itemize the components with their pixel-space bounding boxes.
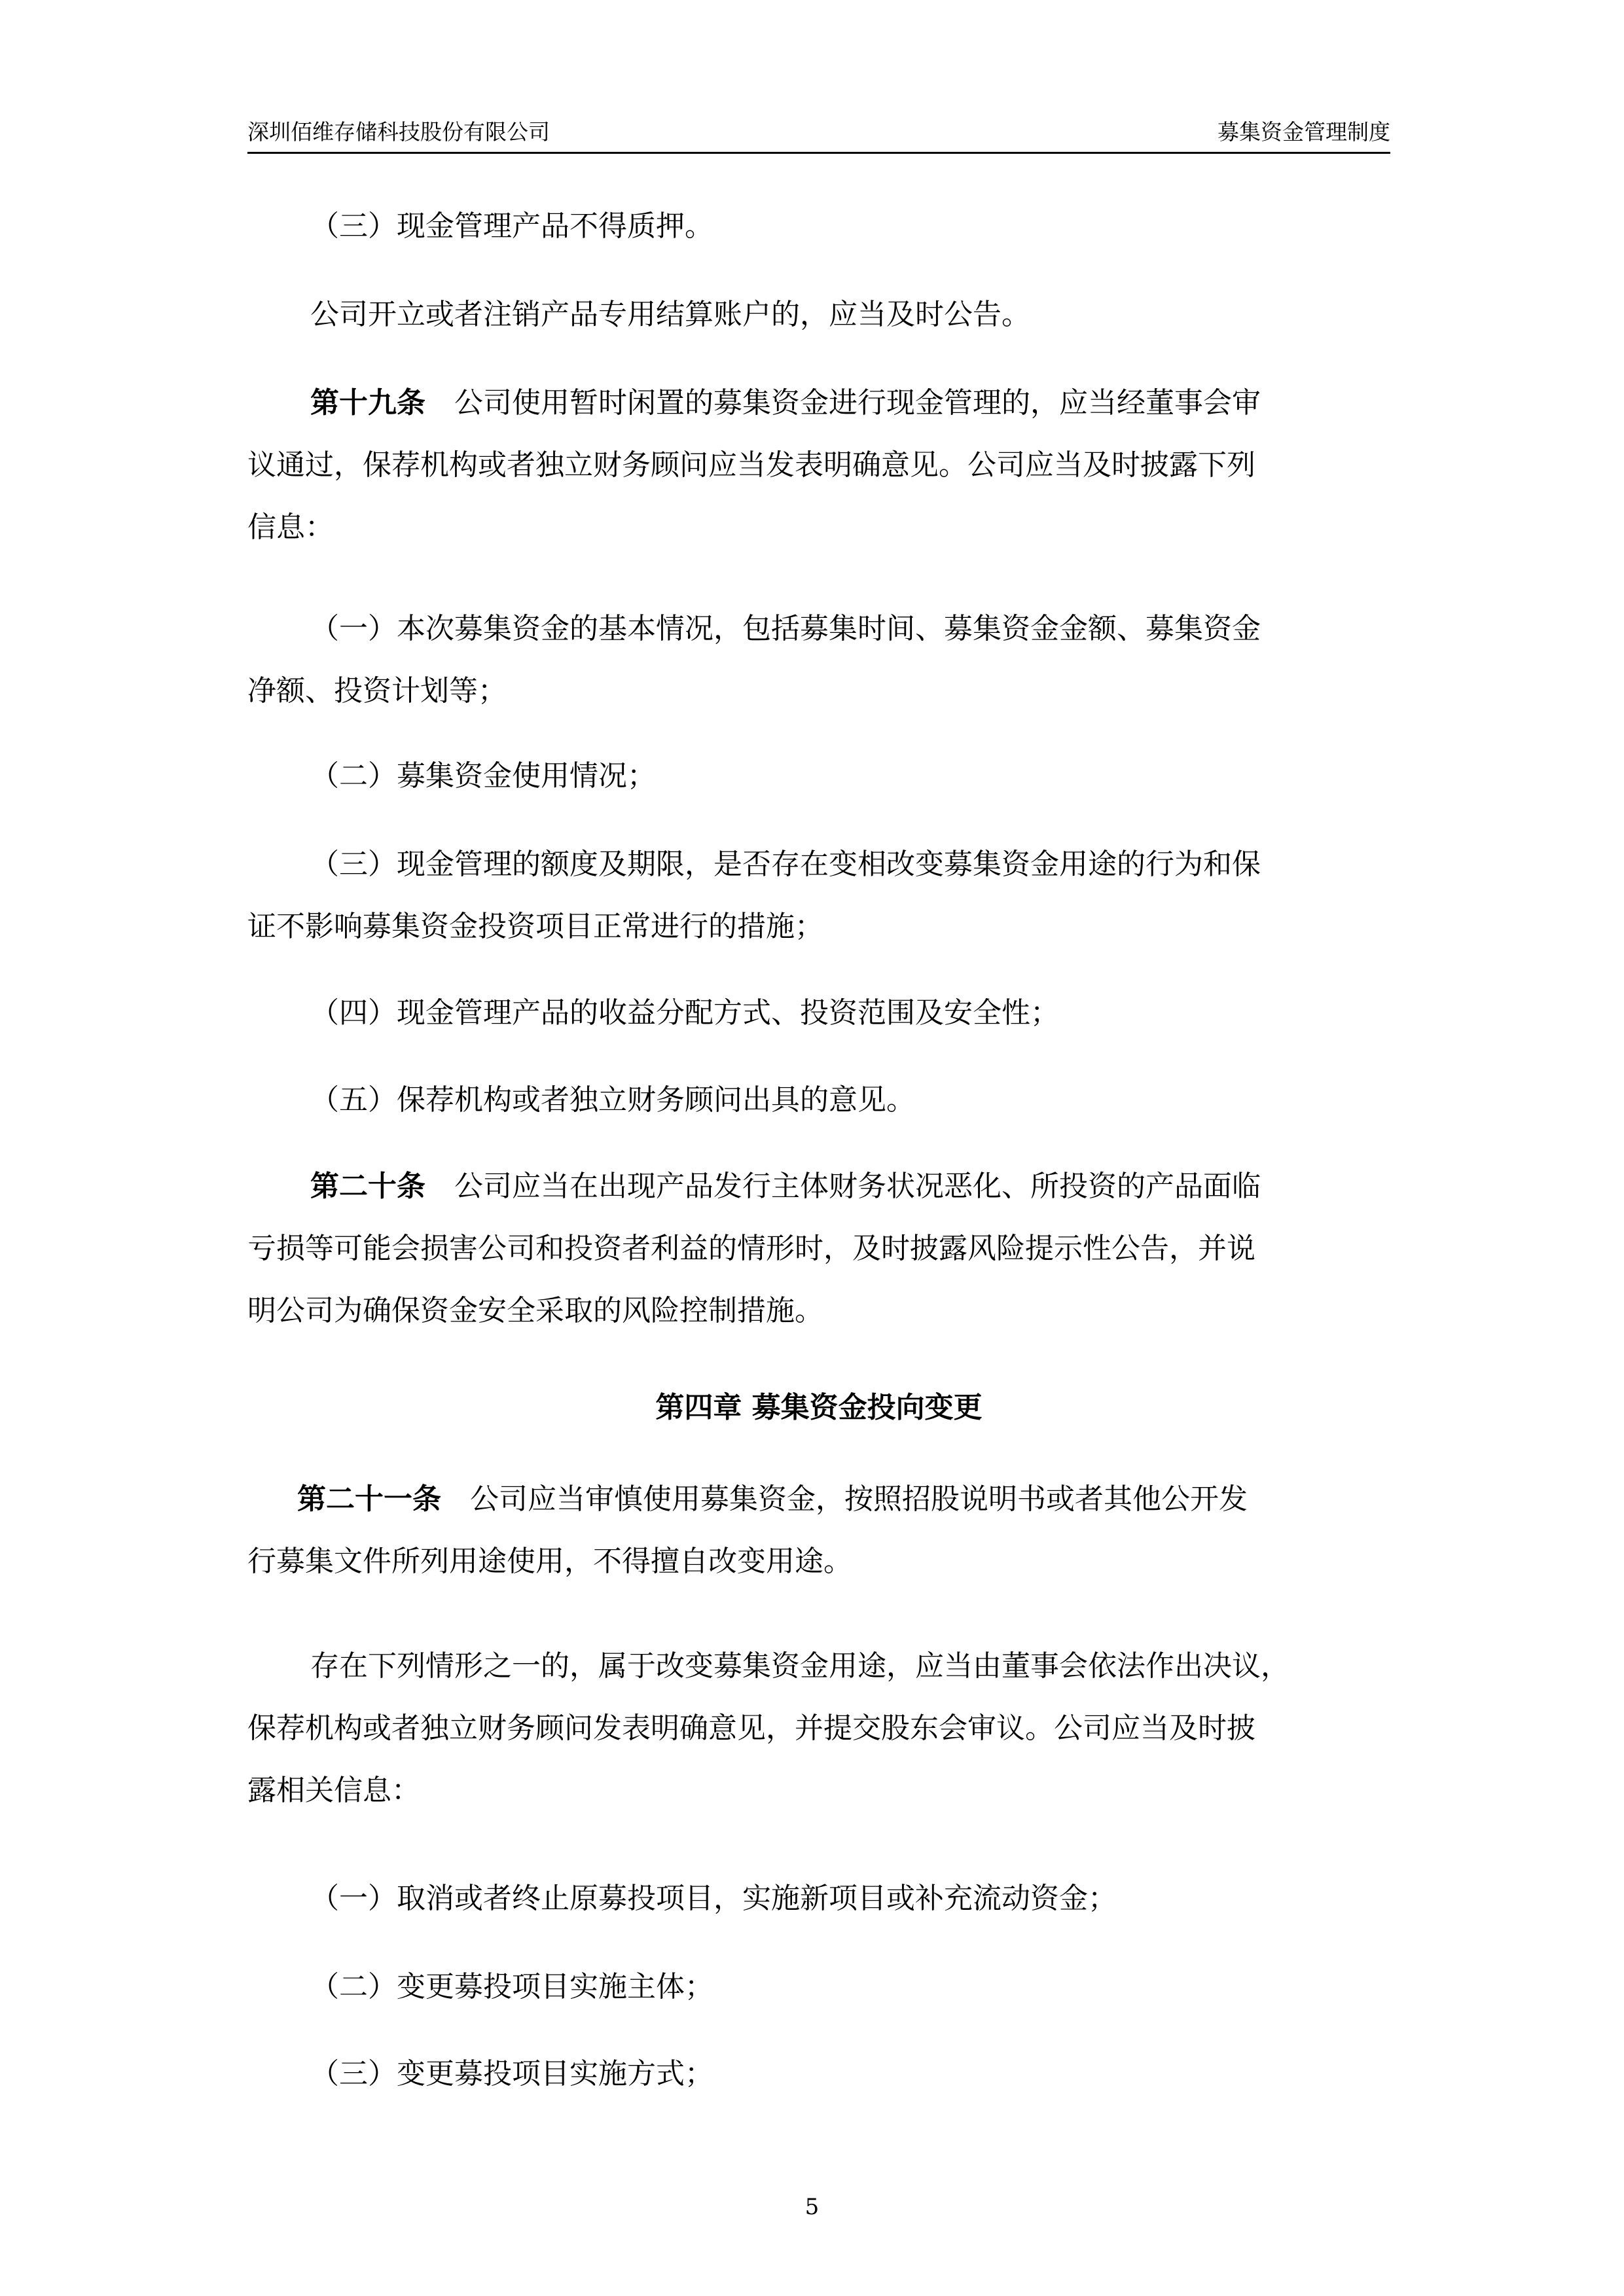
article-20-line-2: 亏损等可能会损害公司和投资者利益的情形时，及时披露风险提示性公告，并说 [247,1232,1255,1265]
article-21-line-2: 行募集文件所列用途使用，不得擅自改变用途。 [247,1545,852,1578]
change-paragraph-line-3: 露相关信息： [247,1774,420,1807]
chapter-4-heading: 第四章 募集资金投向变更 [655,1391,983,1424]
page-number: 5 [804,2194,820,2220]
article-21-label: 第二十一条 [297,1482,441,1516]
article-20-line-3: 明公司为确保资金安全采取的风险控制措施。 [247,1294,823,1327]
article-19-item-3-line-1: （三）现金管理的额度及期限，是否存在变相改变募集资金用途的行为和保 [310,848,1261,881]
article-19-line-3: 信息： [247,511,334,544]
article-19-item-2: （二）募集资金使用情况； [310,759,656,793]
article-19-item-5: （五）保荐机构或者独立财务顾问出具的意见。 [310,1083,915,1117]
header-document-title: 募集资金管理制度 [1218,119,1390,145]
paragraph-pledge: （三）现金管理产品不得质押。 [310,209,713,243]
article-19-label: 第十九条 [310,386,425,420]
article-19-item-4: （四）现金管理产品的收益分配方式、投资范围及安全性； [310,996,1059,1030]
change-item-1: （一）取消或者终止原募投项目，实施新项目或补充流动资金； [310,1882,1117,1915]
change-paragraph-line-2: 保荐机构或者独立财务顾问发表明确意见，并提交股东会审议。公司应当及时披 [247,1712,1255,1745]
change-item-2: （二）变更募投项目实施主体； [310,1970,713,2003]
article-19-line-2: 议通过，保荐机构或者独立财务顾问应当发表明确意见。公司应当及时披露下列 [247,448,1255,482]
article-19-item-1-line-2: 净额、投资计划等； [247,674,507,708]
paragraph-account-announcement: 公司开立或者注销产品专用结算账户的，应当及时公告。 [310,298,1030,331]
article-20-label: 第二十条 [310,1170,425,1203]
header-company-name: 深圳佰维存储科技股份有限公司 [247,119,550,145]
article-19-item-1-line-1: （一）本次募集资金的基本情况，包括募集时间、募集资金金额、募集资金 [310,612,1261,645]
article-19-item-3-line-2: 证不影响募集资金投资项目正常进行的措施； [247,910,823,943]
change-item-3: （三）变更募投项目实施方式； [310,2057,713,2090]
change-paragraph-line-1: 存在下列情形之一的，属于改变募集资金用途，应当由董事会依法作出决议， [310,1649,1290,1683]
page-header [247,115,1390,154]
article-21-text: 公司应当审慎使用募集资金，按照招股说明书或者其他公开发 [470,1482,1248,1516]
article-20-text: 公司应当在出现产品发行主体财务状况恶化、所投资的产品面临 [454,1170,1261,1203]
article-19-text: 公司使用暂时闲置的募集资金进行现金管理的，应当经董事会审 [454,386,1261,420]
